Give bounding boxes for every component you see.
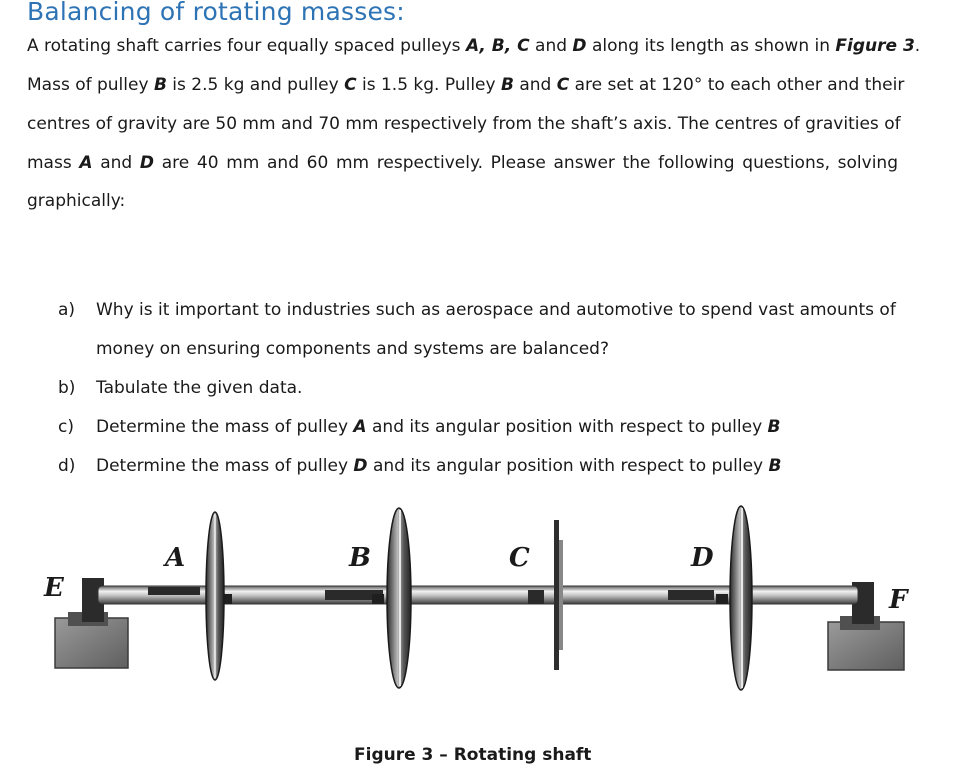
question-b: b) Tabulate the given data.	[58, 378, 303, 398]
label-e: E	[44, 573, 64, 603]
pulley-b	[387, 508, 411, 688]
question-d: d) Determine the mass of pulley D and its angular position with respect to pulley B	[58, 456, 782, 476]
pulley-d	[730, 506, 752, 690]
rotating-shaft-figure	[0, 500, 975, 730]
paragraph-line-5: graphically:	[27, 191, 126, 211]
paragraph-line-1: A rotating shaft carries four equally spaced pulleys A, B, C and D along its length as shown in Figure 3.	[27, 36, 921, 56]
paragraph-line-4: mass A and D are 40 mm and 60 mm respectively. Please answer the following questions, solving	[27, 153, 898, 173]
paragraph-line-2: Mass of pulley B is 2.5 kg and pulley C is 1.5 kg. Pulley B and C are set at 120° to each other and their	[27, 75, 905, 95]
page-title: Balancing of rotating masses:	[27, 0, 405, 26]
figure-caption: Figure 3 – Rotating shaft	[354, 745, 592, 765]
question-a-line-2: money on ensuring components and systems are balanced?	[96, 339, 609, 359]
label-a: A	[165, 543, 186, 573]
question-c: c) Determine the mass of pulley A and its angular position with respect to pulley B	[58, 417, 781, 437]
paragraph-line-3: centres of gravity are 50 mm and 70 mm respectively from the shaft’s axis. The centres of gravities of	[27, 114, 901, 134]
label-d: D	[691, 543, 714, 573]
question-a: a) Why is it important to industries such as aerospace and automotive to spend vast amounts of	[58, 300, 896, 320]
pulley-a	[206, 512, 224, 680]
label-f: F	[889, 585, 908, 615]
pulley-c	[554, 520, 563, 670]
question-a-label: a)	[58, 300, 76, 320]
label-c: C	[509, 543, 530, 573]
label-b: B	[349, 543, 371, 573]
